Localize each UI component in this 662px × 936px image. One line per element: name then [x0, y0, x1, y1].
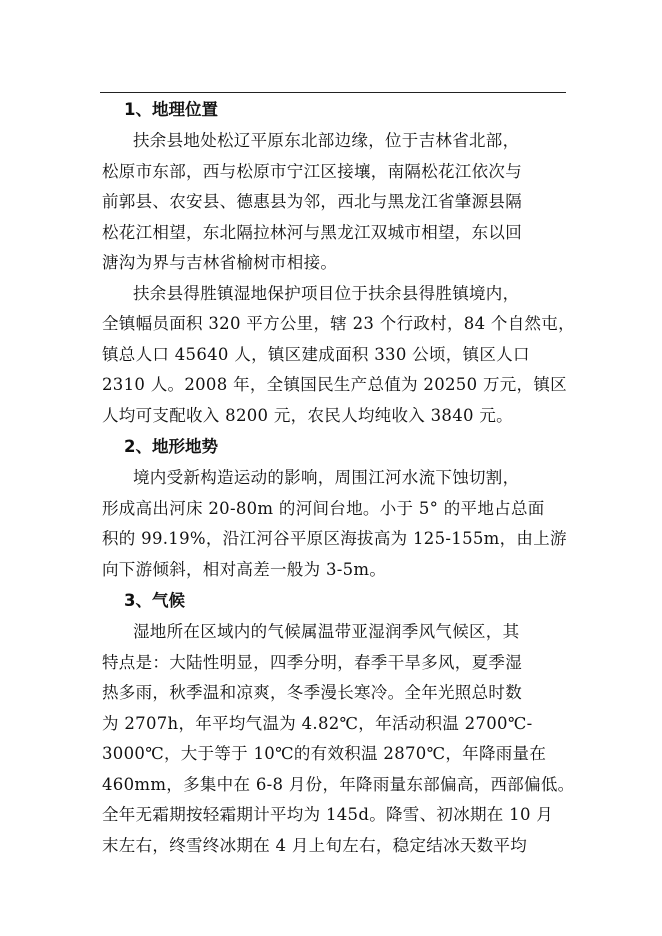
text-line: 松原市东部，西与松原市宁江区接壤，南隔松花江依次与 — [102, 161, 522, 181]
text-line: 为 2707h，年平均气温为 4.82℃，年活动积温 2700℃- — [102, 713, 533, 733]
section-terrain — [102, 431, 566, 585]
text-line: 向下游倾斜，相对高差一般为 3-5m。 — [102, 559, 387, 579]
paragraph — [102, 126, 566, 279]
text-line: 镇总人口 45640 人，镇区建成面积 330 公顷，镇区人口 — [102, 344, 530, 364]
text-line: 人均可支配收入 8200 元，农民人均纯收入 3840 元。 — [102, 405, 513, 425]
header-rule — [100, 92, 566, 93]
text-line: 扶余县地处松辽平原东北部边缘，位于吉林省北部， — [133, 131, 520, 150]
section-heading: 1、地理位置 — [124, 100, 218, 119]
section-heading: 3、气候 — [124, 591, 185, 610]
text-line: 境内受新构造运动的影响，周围江河水流下蚀切割， — [133, 468, 520, 487]
text-line: 前郭县、农安县、德惠县为邻，西北与黑龙江省肇源县隔 — [102, 192, 522, 211]
text-line: 全镇幅员面积 320 平方公里，辖 23 个行政村，84 个自然屯， — [102, 314, 575, 333]
document-body — [102, 94, 575, 861]
text-line: 热多雨，秋季温和凉爽，冬季漫长寒冷。全年光照总时数 — [102, 683, 522, 702]
text-line: 2310 人。2008 年，全镇国民生产总值为 20250 万元，镇区 — [102, 375, 567, 394]
text-line: 扶余县得胜镇湿地保护项目位于扶余县得胜镇境内， — [133, 283, 520, 303]
paragraph — [102, 279, 575, 432]
text-line: 湿地所在区域内的气候属温带亚湿润季风气候区，其 — [133, 622, 520, 641]
text-line: 460mm，多集中在 6-8 月份，年降雨量东部偏高，西部偏低。 — [102, 774, 575, 794]
text-line: 积的 99.19%，沿江河谷平原区海拔高为 125-155m，由上游 — [102, 529, 567, 548]
paragraph — [102, 463, 566, 585]
text-line: 末左右，终雪终冰期在 4 月上旬左右，稳定结冰天数平均 — [102, 835, 528, 855]
text-line: 溏沟为界与吉林省榆树市相接。 — [102, 253, 338, 272]
section-geographic-location — [102, 94, 575, 431]
paragraph — [102, 617, 575, 861]
section-heading: 2、地形地势 — [124, 437, 218, 456]
text-line: 3000℃，大于等于 10℃的有效积温 2870℃，年降雨量在 — [102, 744, 547, 763]
text-line: 形成高出河床 20-80m 的河间台地。小于 5° 的平地占总面 — [102, 498, 545, 518]
section-climate — [102, 585, 575, 861]
text-line: 全年无霜期按轻霜期计平均为 145d。降雪、初冰期在 10 月 — [102, 805, 554, 824]
text-line: 特点是：大陆性明显，四季分明，春季干旱多风，夏季湿 — [102, 652, 522, 672]
text-line: 松花江相望，东北隔拉林河与黑龙江双城市相望，东以回 — [102, 222, 522, 242]
